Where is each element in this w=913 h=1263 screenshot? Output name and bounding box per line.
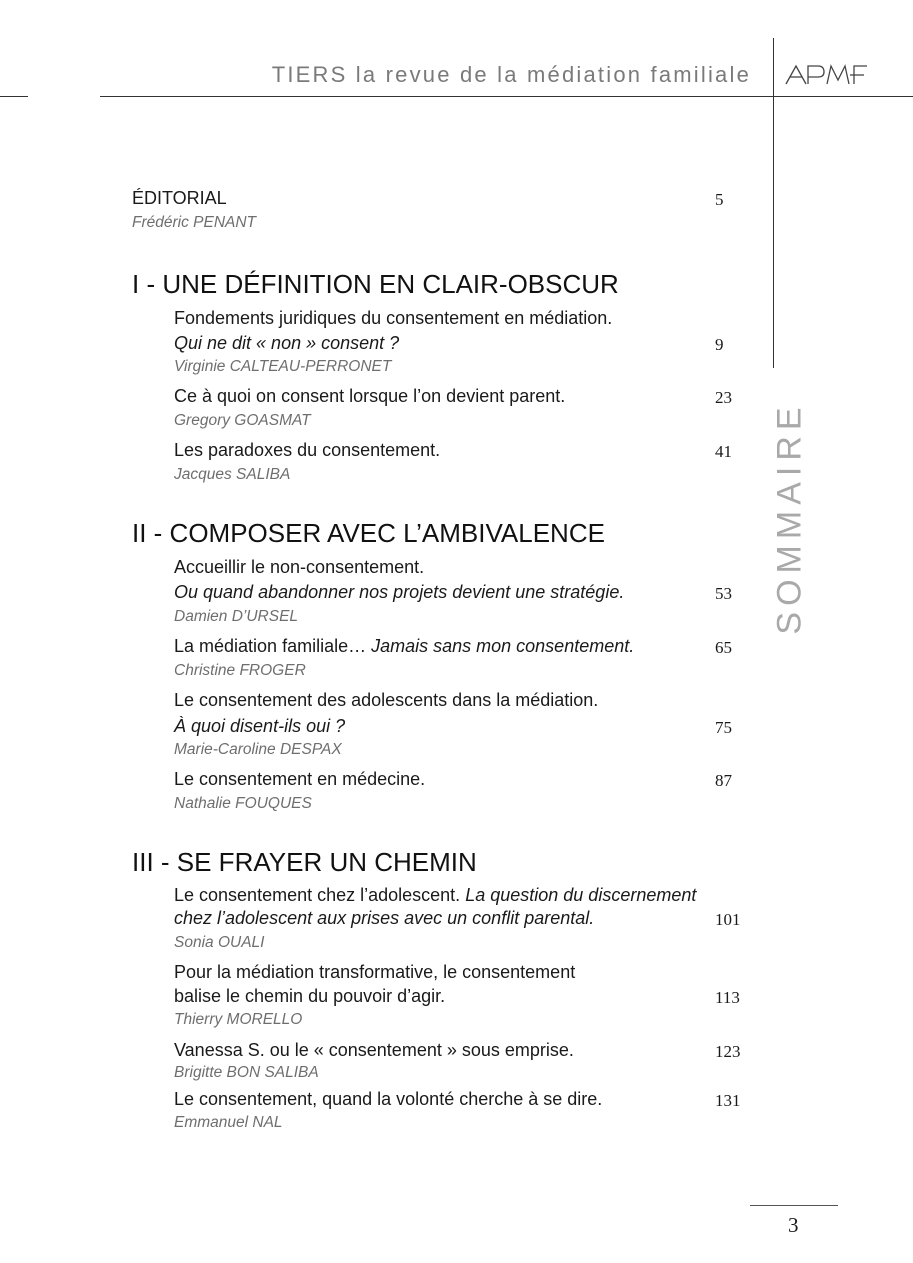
- article-author: Gregory GOASMAT: [174, 412, 311, 429]
- article-subtitle[interactable]: Ou quand abandonner nos projets devient une stratégie.: [174, 582, 625, 602]
- article-subtitle[interactable]: À quoi disent-ils oui ?: [174, 716, 346, 736]
- article-title[interactable]: Le consentement des adolescents dans la médiation.: [174, 690, 599, 710]
- apmf-logo: [784, 62, 868, 88]
- article-author: Brigitte BON SALIBA: [174, 1064, 319, 1081]
- page-number: 87: [715, 771, 732, 790]
- article-title[interactable]: [174, 636, 634, 657]
- page-number: 75: [715, 718, 732, 737]
- article-author: Sonia OUALI: [174, 934, 265, 951]
- page-number: 131: [715, 1091, 741, 1110]
- article-author: Marie-Caroline DESPAX: [174, 741, 342, 758]
- article-title[interactable]: Accueillir le non-consentement.: [174, 557, 425, 577]
- folio-page-number: 3: [788, 1213, 799, 1237]
- article-title[interactable]: Le consentement en médecine.: [174, 769, 426, 789]
- page-number: 101: [715, 910, 741, 929]
- article-title[interactable]: Fondements juridiques du consentement en médiation.: [174, 308, 613, 328]
- editorial-title[interactable]: ÉDITORIAL: [132, 188, 227, 208]
- article-subtitle[interactable]: chez l’adolescent aux prises avec un conflit parental.: [174, 908, 595, 928]
- article-author: Damien D’URSEL: [174, 608, 299, 625]
- article-author: Nathalie FOUQUES: [174, 795, 312, 812]
- article-author: Frédéric PENANT: [132, 214, 257, 231]
- page-number: 9: [715, 335, 724, 354]
- article-author: Jacques SALIBA: [174, 466, 291, 483]
- section-title: III - SE FRAYER UN CHEMIN: [132, 847, 477, 877]
- article-author: Christine FROGER: [174, 662, 306, 679]
- journal-title: TIERS la revue de la médiation familiale: [271, 62, 751, 87]
- article-title-italic: Jamais sans mon consentement.: [371, 636, 635, 656]
- header-rule: [100, 96, 913, 97]
- article-title[interactable]: Ce à quoi on consent lorsque l’on devient parent.: [174, 386, 566, 406]
- article-title[interactable]: Les paradoxes du consentement.: [174, 440, 441, 460]
- section-title: I - UNE DÉFINITION EN CLAIR-OBSCUR: [132, 269, 619, 299]
- article-title[interactable]: Vanessa S. ou le « consentement » sous emprise.: [174, 1040, 574, 1060]
- header-rule-left: [0, 96, 28, 97]
- footer-rule: [750, 1205, 838, 1206]
- page-number: 53: [715, 584, 732, 603]
- article-title-part: La médiation familiale…: [174, 636, 367, 656]
- page-number: 5: [715, 190, 724, 209]
- article-author: Thierry MORELLO: [174, 1011, 303, 1028]
- article-subtitle[interactable]: Qui ne dit « non » consent ?: [174, 333, 400, 353]
- article-title[interactable]: [174, 885, 696, 906]
- article-author: Virginie CALTEAU-PERRONET: [174, 358, 392, 375]
- article-title[interactable]: Pour la médiation transformative, le consentement: [174, 962, 576, 982]
- article-subtitle[interactable]: balise le chemin du pouvoir d’agir.: [174, 986, 446, 1006]
- article-title-part: Le consentement chez l’adolescent.: [174, 885, 461, 905]
- article-title-italic: La question du discernement: [465, 885, 697, 905]
- sommaire-side-label: SOMMAIRE: [770, 401, 809, 635]
- page-number: 23: [715, 388, 732, 407]
- page-number: 65: [715, 638, 732, 657]
- article-author: Emmanuel NAL: [174, 1114, 283, 1131]
- section-title: II - COMPOSER AVEC L’AMBIVALENCE: [132, 518, 605, 548]
- page-number: 123: [715, 1042, 741, 1061]
- article-title[interactable]: Le consentement, quand la volonté cherche à se dire.: [174, 1089, 603, 1109]
- page-number: 41: [715, 442, 732, 461]
- page-number: 113: [715, 988, 740, 1007]
- vertical-rule: [773, 38, 774, 368]
